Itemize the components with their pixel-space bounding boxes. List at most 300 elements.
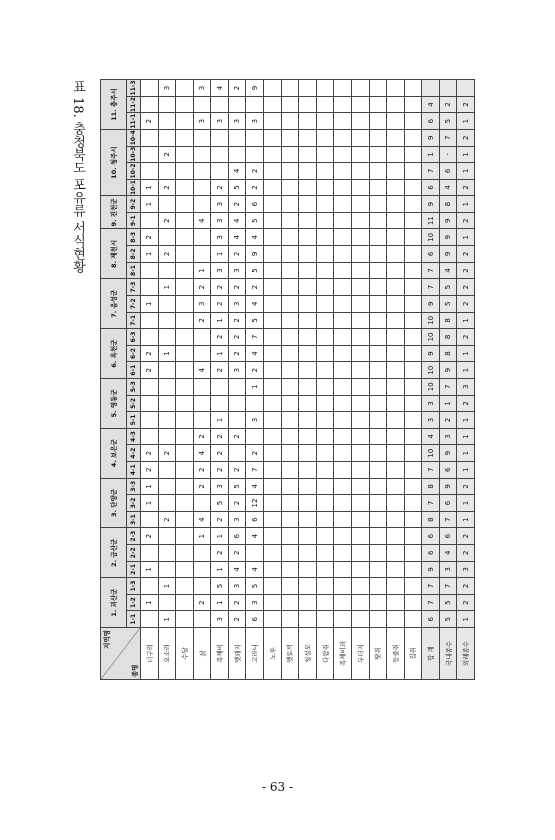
count-cell [158,378,176,395]
count-cell: 1 [211,312,229,329]
count-cell: 1 [211,561,229,578]
region-header: 1. 괴산군 [101,578,127,628]
count-cell: 3 [439,428,457,445]
count-cell: 8 [422,478,440,495]
count-cell [422,80,440,97]
count-cell [334,495,352,512]
count-cell [264,611,282,628]
count-cell: 3 [211,113,229,130]
count-cell: 2 [439,412,457,429]
count-cell [334,80,352,97]
count-cell: 7 [439,129,457,146]
count-cell [228,96,246,113]
table-row [404,80,422,680]
count-cell [369,329,387,346]
count-cell [387,312,405,329]
count-cell [176,96,194,113]
count-cell: 1 [457,113,475,130]
count-cell [281,179,299,196]
count-cell [404,229,422,246]
count-cell [299,196,317,213]
species-name: 오소리 [158,628,176,680]
count-cell [387,179,405,196]
count-cell [281,378,299,395]
count-cell [299,611,317,628]
count-cell [193,345,211,362]
count-cell: 2 [457,129,475,146]
count-cell: 3 [246,113,264,130]
count-cell: 2 [457,395,475,412]
count-cell [176,129,194,146]
count-cell [351,428,369,445]
count-cell [351,329,369,346]
count-cell [211,146,229,163]
count-cell: 9 [422,345,440,362]
count-cell [387,80,405,97]
count-cell [351,229,369,246]
count-cell: 12 [246,495,264,512]
subarea-header: 10-4 [127,129,141,146]
count-cell [369,378,387,395]
count-cell [141,412,159,429]
count-cell [404,362,422,379]
count-cell [281,129,299,146]
count-cell: 10 [422,329,440,346]
count-cell [281,279,299,296]
count-cell [141,96,159,113]
count-cell: 9 [422,129,440,146]
count-cell: 6 [246,611,264,628]
count-cell [387,262,405,279]
count-cell: 4 [228,229,246,246]
table-row [439,80,457,680]
count-cell [369,428,387,445]
header-row-regions [101,80,127,680]
subarea-header: 2-3 [127,528,141,545]
count-cell [211,96,229,113]
count-cell [316,511,334,528]
count-cell: 4 [439,179,457,196]
count-cell [334,96,352,113]
count-cell [316,561,334,578]
count-cell [299,345,317,362]
count-cell [369,146,387,163]
count-cell: 5 [228,179,246,196]
count-cell: 1 [457,428,475,445]
count-cell [369,179,387,196]
count-cell [228,146,246,163]
count-cell [316,146,334,163]
count-cell: 8 [439,345,457,362]
subarea-header: 9-1 [127,212,141,229]
count-cell [351,212,369,229]
count-cell [387,528,405,545]
count-cell [299,146,317,163]
count-cell [316,412,334,429]
count-cell [387,378,405,395]
count-cell [351,445,369,462]
count-cell [141,279,159,296]
count-cell [176,229,194,246]
count-cell: 4 [246,345,264,362]
count-cell: 2 [211,279,229,296]
subarea-header: 3-3 [127,478,141,495]
count-cell [404,511,422,528]
count-cell: 3 [422,395,440,412]
species-name: 고라니 [246,628,264,680]
count-cell [264,461,282,478]
count-cell: 2 [457,329,475,346]
count-cell: 3 [211,611,229,628]
count-cell [264,445,282,462]
count-cell [404,528,422,545]
count-cell [404,545,422,562]
count-cell: 2 [457,262,475,279]
count-cell: 5 [439,594,457,611]
count-cell: 2 [228,329,246,346]
count-cell [387,295,405,312]
count-cell [176,395,194,412]
count-cell [351,246,369,263]
count-cell [404,594,422,611]
count-cell: 6 [422,611,440,628]
count-cell [316,229,334,246]
count-cell: 3 [228,295,246,312]
count-cell [193,179,211,196]
page-number: - 63 - [261,780,293,794]
count-cell: 1 [246,378,264,395]
count-cell: 6 [422,528,440,545]
count-cell: 3 [439,561,457,578]
count-cell [334,129,352,146]
count-cell [351,80,369,97]
count-cell: 2 [457,295,475,312]
count-cell [176,312,194,329]
count-cell [369,312,387,329]
count-cell [141,129,159,146]
count-cell: 2 [158,511,176,528]
count-cell: 2 [158,146,176,163]
count-cell [351,594,369,611]
count-cell [246,96,264,113]
count-cell: 1 [141,495,159,512]
count-cell: 5 [439,295,457,312]
count-cell [369,611,387,628]
count-cell: 1 [457,345,475,362]
subarea-header: 11-2 [127,96,141,113]
count-cell [228,378,246,395]
mammal-habitat-table [100,79,475,680]
count-cell [457,80,475,97]
count-cell [387,345,405,362]
count-cell: 2 [228,196,246,213]
count-cell [316,295,334,312]
count-cell: 1 [457,362,475,379]
count-cell: 4 [246,478,264,495]
count-cell: 3 [457,561,475,578]
count-cell [246,129,264,146]
count-cell [299,478,317,495]
count-cell [281,545,299,562]
count-cell [193,578,211,595]
count-cell [369,594,387,611]
count-cell: 9 [439,445,457,462]
count-cell [228,129,246,146]
count-cell [369,113,387,130]
subarea-header: 5-3 [127,378,141,395]
count-cell [387,212,405,229]
count-cell: 2 [141,229,159,246]
count-cell [316,329,334,346]
count-cell [404,378,422,395]
count-cell [316,312,334,329]
count-cell [281,511,299,528]
subarea-header: 1-2 [127,594,141,611]
count-cell [369,461,387,478]
count-cell: 10 [422,445,440,462]
count-cell: 2 [211,445,229,462]
count-cell [299,179,317,196]
count-cell: 7 [422,279,440,296]
count-cell [158,163,176,180]
count-cell [176,196,194,213]
count-cell: 3 [193,80,211,97]
count-cell [176,495,194,512]
count-cell: 1 [457,196,475,213]
count-cell [264,179,282,196]
count-cell [351,495,369,512]
count-cell [281,362,299,379]
table-row [316,80,334,680]
count-cell [176,594,194,611]
count-cell [316,362,334,379]
count-cell: 1 [158,279,176,296]
count-cell [351,96,369,113]
count-cell [193,561,211,578]
count-cell [351,179,369,196]
count-cell [193,329,211,346]
count-cell [299,412,317,429]
count-cell [404,412,422,429]
count-cell: 4 [228,163,246,180]
count-cell [316,96,334,113]
count-cell [404,461,422,478]
count-cell [176,378,194,395]
count-cell: 2 [228,279,246,296]
count-cell [387,362,405,379]
table-row [141,80,159,680]
count-cell: 5 [246,212,264,229]
count-cell [141,262,159,279]
count-cell: 4 [193,511,211,528]
region-header: 4. 보은군 [101,428,127,478]
count-cell [404,246,422,263]
count-cell [158,594,176,611]
count-cell [404,395,422,412]
count-cell [264,511,282,528]
count-cell: 1 [457,412,475,429]
count-cell [193,146,211,163]
region-header: 11. 충주시 [101,80,127,130]
count-cell [299,461,317,478]
count-cell: 2 [141,345,159,362]
count-cell: 3 [211,262,229,279]
count-cell [351,528,369,545]
count-cell [334,511,352,528]
count-cell: 4 [422,428,440,445]
count-cell: 3 [211,212,229,229]
count-cell [176,279,194,296]
count-cell [387,578,405,595]
count-cell: 2 [193,279,211,296]
count-cell: 7 [422,594,440,611]
count-cell: 4 [193,445,211,462]
count-cell [316,461,334,478]
count-cell: 7 [439,578,457,595]
count-cell [351,295,369,312]
count-cell: 2 [211,295,229,312]
count-cell [281,212,299,229]
count-cell: 2 [158,445,176,462]
count-cell [351,478,369,495]
count-cell [351,412,369,429]
count-cell: 1 [457,461,475,478]
count-cell: 3 [228,113,246,130]
count-cell [351,129,369,146]
count-cell [281,412,299,429]
count-cell: 1 [211,412,229,429]
count-cell [299,378,317,395]
region-header: 5. 영동군 [101,378,127,428]
count-cell [316,279,334,296]
count-cell [176,113,194,130]
count-cell [299,362,317,379]
count-cell [334,594,352,611]
region-header: 6. 옥천군 [101,329,127,379]
count-cell [299,312,317,329]
count-cell: 1 [141,196,159,213]
count-cell [369,295,387,312]
count-cell: 10 [422,378,440,395]
count-cell [158,395,176,412]
count-cell [264,329,282,346]
table-row [211,80,229,680]
count-cell [176,578,194,595]
count-cell: 1 [457,163,475,180]
table-row [422,80,440,680]
count-cell [387,329,405,346]
count-cell: 1 [193,262,211,279]
subarea-header: 7-3 [127,279,141,296]
count-cell [369,279,387,296]
count-cell [334,196,352,213]
count-cell: 2 [228,345,246,362]
count-cell [299,395,317,412]
subarea-header: 11-1 [127,113,141,130]
count-cell [316,163,334,180]
count-cell [334,561,352,578]
count-cell [351,611,369,628]
count-cell: 8 [422,511,440,528]
count-cell [158,113,176,130]
count-cell [351,395,369,412]
count-cell [404,478,422,495]
count-cell [334,262,352,279]
count-cell [387,594,405,611]
count-cell [351,461,369,478]
species-name: 족제비 [211,628,229,680]
count-cell [246,428,264,445]
table-row [264,80,282,680]
count-cell [334,445,352,462]
subarea-header: 6-3 [127,329,141,346]
count-cell [387,196,405,213]
count-cell [158,362,176,379]
count-cell: 1 [211,528,229,545]
subarea-header: 6-2 [127,345,141,362]
count-cell [193,412,211,429]
count-cell [369,561,387,578]
count-cell [369,246,387,263]
count-cell [264,113,282,130]
count-cell [369,262,387,279]
count-cell [369,229,387,246]
count-cell [264,561,282,578]
table-row [334,80,352,680]
table-row [369,80,387,680]
count-cell: 2 [211,362,229,379]
table-title: 표 18. 충청북도 포유류 서식현황 [70,80,85,274]
count-cell [299,445,317,462]
count-cell [264,545,282,562]
count-cell [404,262,422,279]
table-row [457,80,475,680]
count-cell [281,295,299,312]
count-cell [369,545,387,562]
count-cell [404,96,422,113]
count-cell [351,561,369,578]
count-cell: 8 [439,312,457,329]
count-cell: 1 [457,229,475,246]
count-cell [369,528,387,545]
count-cell: 3 [193,295,211,312]
count-cell [369,445,387,462]
count-cell [351,312,369,329]
count-cell [334,113,352,130]
count-cell: 4 [246,561,264,578]
subarea-header: 4-2 [127,445,141,462]
count-cell [281,262,299,279]
count-cell: 6 [246,511,264,528]
count-cell [281,80,299,97]
count-cell: 2 [228,246,246,263]
count-cell [141,312,159,329]
count-cell [158,262,176,279]
count-cell: 2 [246,179,264,196]
count-cell [334,611,352,628]
count-cell: 6 [422,246,440,263]
table-row [351,80,369,680]
count-cell: 2 [457,578,475,595]
count-cell: 6 [228,528,246,545]
count-cell [193,246,211,263]
count-cell: 1 [439,395,457,412]
count-cell [264,279,282,296]
count-cell [264,578,282,595]
count-cell: 2 [228,428,246,445]
count-cell: 1 [211,345,229,362]
count-cell [351,279,369,296]
